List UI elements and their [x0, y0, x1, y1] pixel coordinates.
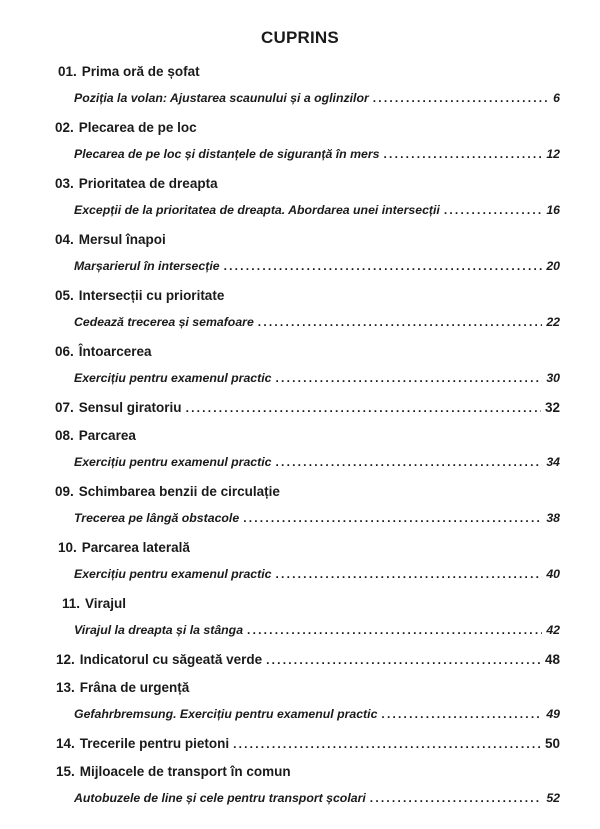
chapter-entry[interactable]: [0, 203, 560, 223]
toc-chapter-06: [0, 344, 600, 400]
entry-title: Marșarierul în intersecție: [74, 259, 220, 273]
entry-title: Exercițiu pentru examenul practic: [74, 371, 272, 385]
entry-title: Autobuzele de line și cele pentru transport școlari: [74, 791, 366, 805]
toc-chapter-04: [0, 232, 600, 288]
dot-leader: [258, 315, 543, 329]
chapter-heading[interactable]: [55, 288, 560, 308]
toc-chapter-05: [0, 288, 600, 344]
chapter-number: 14.: [56, 736, 75, 751]
table-of-contents: [0, 64, 600, 820]
chapter-entry[interactable]: [0, 315, 560, 335]
chapter-title: Schimbarea benzii de circulație: [78, 484, 280, 499]
chapter-title: Sensul giratoriu: [78, 400, 182, 415]
toc-chapter-14: [0, 736, 600, 764]
toc-chapter-13: [0, 680, 600, 736]
page-number: 20: [546, 259, 560, 273]
page-number: 48: [544, 652, 560, 667]
chapter-title: Prima oră de șofat: [81, 64, 200, 79]
entry-title: Exercițiu pentru examenul practic: [74, 455, 272, 469]
entry-title: Gefahrbremsung. Exercițiu pentru examenul practic: [74, 707, 378, 721]
chapter-heading[interactable]: [55, 344, 560, 364]
chapter-heading[interactable]: [62, 596, 560, 616]
page-number: 40: [546, 567, 560, 581]
toc-chapter-12: [0, 652, 600, 680]
page-number: 49: [546, 707, 560, 721]
dot-leader: [276, 455, 543, 469]
chapter-entry[interactable]: [0, 455, 560, 475]
chapter-number: 03.: [55, 176, 74, 191]
dot-leader: [370, 791, 543, 805]
chapter-heading[interactable]: [56, 680, 560, 700]
entry-title: Excepții de la prioritatea de dreapta. Abordarea unei intersecții: [74, 203, 440, 217]
chapter-title: Trecerile pentru pietoni: [79, 736, 230, 751]
chapter-title: Plecarea de pe loc: [78, 120, 197, 135]
chapter-entry[interactable]: [0, 707, 560, 727]
dot-leader: [186, 401, 541, 415]
chapter-heading[interactable]: [56, 764, 560, 784]
dot-leader: [243, 511, 542, 525]
chapter-number: 15.: [56, 764, 75, 779]
chapter-heading[interactable]: [56, 652, 560, 672]
toc-chapter-08: [0, 428, 600, 484]
dot-leader: [266, 653, 541, 667]
page-number: 16: [546, 203, 560, 217]
page-number: 38: [546, 511, 560, 525]
chapter-title: Mersul înapoi: [78, 232, 166, 247]
page-number: 50: [544, 736, 560, 751]
chapter-number: 07.: [55, 400, 74, 415]
toc-chapter-03: [0, 176, 600, 232]
chapter-heading[interactable]: [55, 120, 560, 140]
entry-title: Virajul la dreapta și la stânga: [74, 623, 244, 637]
chapter-heading[interactable]: [55, 428, 560, 448]
page-number: 42: [546, 623, 560, 637]
entry-title: Trecerea pe lângă obstacole: [74, 511, 240, 525]
chapter-number: 13.: [56, 680, 75, 695]
entry-title: Plecarea de pe loc și distanțele de siguranță în mers: [74, 147, 380, 161]
chapter-entry[interactable]: [0, 147, 560, 167]
chapter-number: 09.: [55, 484, 74, 499]
page-title: CUPRINS: [261, 28, 339, 47]
chapter-entry[interactable]: [0, 91, 560, 111]
dot-leader: [247, 623, 542, 637]
chapter-number: 08.: [55, 428, 74, 443]
dot-leader: [276, 567, 543, 581]
page-number: 22: [546, 315, 560, 329]
chapter-heading[interactable]: [56, 736, 560, 756]
dot-leader: [381, 707, 542, 721]
chapter-number: 02.: [55, 120, 74, 135]
page-number: 30: [546, 371, 560, 385]
entry-title: Cedează trecerea și semafoare: [74, 315, 254, 329]
dot-leader: [276, 371, 543, 385]
page-number: 12: [546, 147, 560, 161]
chapter-title: Întoarcerea: [78, 344, 152, 359]
chapter-entry[interactable]: [0, 623, 560, 643]
chapter-title: Indicatorul cu săgeată verde: [79, 652, 263, 667]
toc-chapter-02: [0, 120, 600, 176]
chapter-heading[interactable]: [58, 540, 560, 560]
toc-chapter-09: [0, 484, 600, 540]
dot-leader: [444, 203, 542, 217]
page-number: 34: [546, 455, 560, 469]
chapter-entry[interactable]: [0, 371, 560, 391]
chapter-title: Prioritatea de dreapta: [78, 176, 218, 191]
chapter-heading[interactable]: [55, 232, 560, 252]
dot-leader: [233, 737, 541, 751]
chapter-number: 10.: [58, 540, 77, 555]
chapter-entry[interactable]: [0, 259, 560, 279]
chapter-number: 06.: [55, 344, 74, 359]
page-number: 32: [544, 400, 560, 415]
dot-leader: [224, 259, 543, 273]
chapter-title: Parcarea laterală: [81, 540, 190, 555]
toc-chapter-07: [0, 400, 600, 428]
toc-chapter-11: [0, 596, 600, 652]
chapter-number: 05.: [55, 288, 74, 303]
page-number: 52: [546, 791, 560, 805]
entry-title: Exercițiu pentru examenul practic: [74, 567, 272, 581]
dot-leader: [384, 147, 543, 161]
dot-leader: [373, 91, 549, 105]
chapter-heading[interactable]: [58, 64, 560, 84]
chapter-number: 12.: [56, 652, 75, 667]
chapter-title: Intersecții cu prioritate: [78, 288, 225, 303]
chapter-heading[interactable]: [55, 176, 560, 196]
entry-title: Poziția la volan: Ajustarea scaunului și a oglinzilor: [74, 91, 369, 105]
chapter-title: Mijloacele de transport în comun: [79, 764, 291, 779]
chapter-number: 04.: [55, 232, 74, 247]
chapter-entry[interactable]: [0, 791, 560, 811]
chapter-number: 01.: [58, 64, 77, 79]
chapter-title: Parcarea: [78, 428, 136, 443]
chapter-entry[interactable]: [0, 567, 560, 587]
page-number: 6: [553, 91, 560, 105]
chapter-title: Virajul: [85, 596, 127, 611]
toc-chapter-15: [0, 764, 600, 820]
chapter-title: Frâna de urgență: [79, 680, 190, 695]
chapter-number: 11.: [62, 596, 81, 611]
toc-chapter-01: [0, 64, 600, 120]
toc-chapter-10: [0, 540, 600, 596]
chapter-heading[interactable]: [55, 400, 560, 420]
chapter-heading[interactable]: [55, 484, 560, 504]
chapter-entry[interactable]: [0, 511, 560, 531]
